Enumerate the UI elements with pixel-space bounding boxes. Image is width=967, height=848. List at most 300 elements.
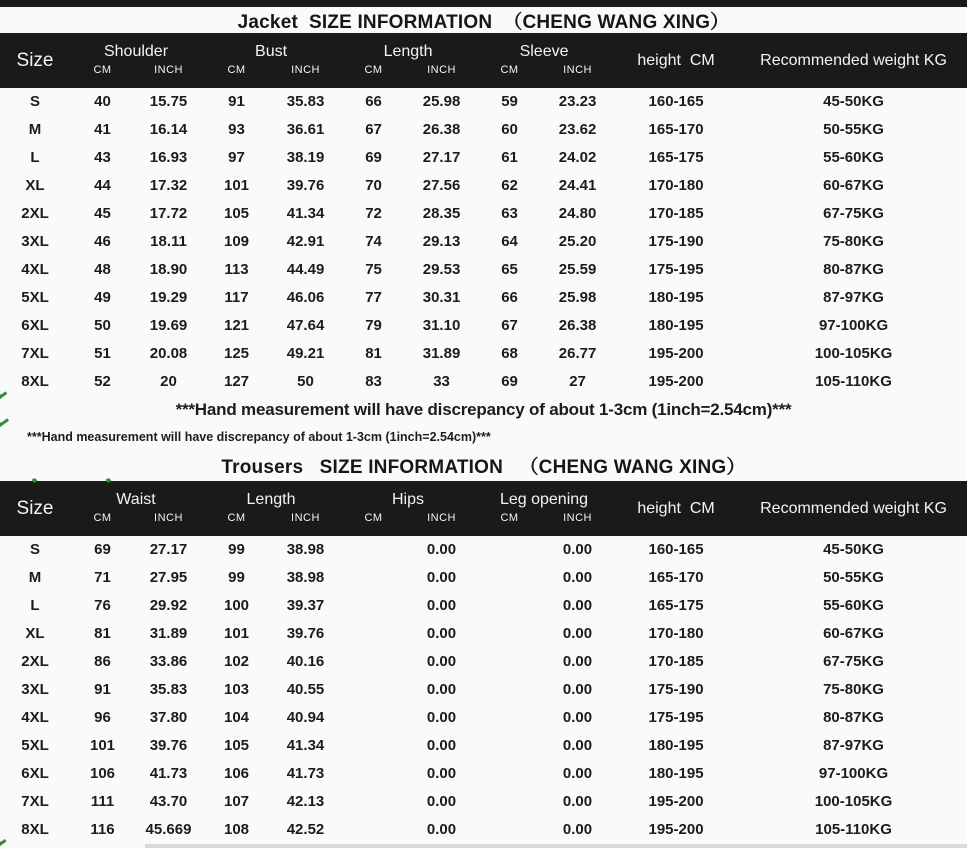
cm-cell: 105 xyxy=(223,737,250,754)
inch-cell: 41.73 xyxy=(286,765,325,782)
cm-cell xyxy=(476,788,543,816)
cm-cell xyxy=(340,564,407,592)
cm-cell: 69 xyxy=(501,373,518,390)
inch-cell: 0.00 xyxy=(426,765,457,782)
inch-cell: 24.80 xyxy=(558,205,597,222)
cm-cell: 40 xyxy=(94,93,111,110)
unit-header-cm: CM xyxy=(70,64,135,88)
cm-cell: 101 xyxy=(89,737,116,754)
inch-cell: 0.00 xyxy=(562,681,593,698)
cm-cell: 62 xyxy=(501,177,518,194)
cm-cell: 51 xyxy=(94,345,111,362)
height-cell: 170-185 xyxy=(648,653,704,670)
table-row xyxy=(0,340,967,368)
inch-cell: 25.20 xyxy=(558,233,597,250)
unit-header-cm: CM xyxy=(202,64,271,88)
inch-cell: 29.53 xyxy=(422,261,461,278)
cm-cell: 103 xyxy=(223,681,250,698)
height-cell: 195-200 xyxy=(648,793,704,810)
inch-cell: 17.32 xyxy=(149,177,188,194)
table-row xyxy=(0,88,967,116)
height-cell: 195-200 xyxy=(648,373,704,390)
cm-cell: 61 xyxy=(501,149,518,166)
cm-cell xyxy=(476,732,543,760)
inch-cell: 40.55 xyxy=(286,681,325,698)
table-row xyxy=(0,732,967,760)
weight-cell: 97-100KG xyxy=(818,765,889,782)
inch-cell: 38.98 xyxy=(286,541,325,558)
inch-cell: 0.00 xyxy=(426,625,457,642)
cm-cell: 66 xyxy=(365,93,382,110)
table-row xyxy=(0,200,967,228)
column-header-height: height CM xyxy=(612,481,740,536)
weight-cell: 45-50KG xyxy=(823,541,884,558)
size-cell: 6XL xyxy=(21,765,49,782)
size-cell: 8XL xyxy=(21,821,49,838)
inch-cell: 23.62 xyxy=(558,121,597,138)
table-row xyxy=(0,172,967,200)
inch-cell: 27.17 xyxy=(422,149,461,166)
unit-header-inch: INCH xyxy=(543,512,612,536)
cm-cell: 106 xyxy=(223,765,250,782)
cm-cell: 81 xyxy=(94,625,111,642)
cm-cell: 77 xyxy=(365,289,382,306)
inch-cell: 0.00 xyxy=(562,709,593,726)
measurement-note-primary: ***Hand measurement will have discrepancy of about 1-3cm (1inch=2.54cm)*** xyxy=(175,400,792,419)
cm-cell: 44 xyxy=(94,177,111,194)
size-cell: 4XL xyxy=(21,261,49,278)
cm-cell: 99 xyxy=(228,541,245,558)
cm-cell: 127 xyxy=(224,373,250,390)
cm-cell xyxy=(340,704,407,732)
table-row xyxy=(0,256,967,284)
inch-cell: 0.00 xyxy=(426,569,457,586)
table-row xyxy=(0,564,967,592)
weight-cell: 67-75KG xyxy=(823,653,884,670)
height-cell: 180-195 xyxy=(648,737,704,754)
jacket-table-body xyxy=(0,88,967,396)
inch-cell: 0.00 xyxy=(426,793,457,810)
cm-cell: 97 xyxy=(228,149,245,166)
height-cell: 175-195 xyxy=(648,261,704,278)
inch-cell: 20 xyxy=(160,373,177,390)
size-cell: M xyxy=(28,569,42,586)
watermark-artifact-icon xyxy=(108,479,112,483)
unit-header-cm: CM xyxy=(202,512,271,536)
table-row xyxy=(0,144,967,172)
inch-cell: 0.00 xyxy=(426,737,457,754)
inch-cell: 0.00 xyxy=(426,653,457,670)
size-cell: M xyxy=(28,121,42,138)
inch-cell: 38.19 xyxy=(286,149,325,166)
unit-header-cm: CM xyxy=(340,512,407,536)
column-header-length: Length xyxy=(340,33,476,64)
inch-cell: 42.52 xyxy=(286,821,325,838)
cm-cell: 67 xyxy=(365,121,382,138)
inch-cell: 41.34 xyxy=(286,737,325,754)
cm-cell: 74 xyxy=(365,233,382,250)
weight-cell: 55-60KG xyxy=(823,149,884,166)
cm-cell: 105 xyxy=(224,205,250,222)
inch-cell: 50 xyxy=(297,373,314,390)
column-header-height: height CM xyxy=(612,33,740,88)
inch-cell: 30.31 xyxy=(422,289,461,306)
weight-cell: 80-87KG xyxy=(823,709,884,726)
inch-cell: 23.23 xyxy=(558,93,597,110)
weight-cell: 105-110KG xyxy=(815,373,892,390)
cm-cell: 60 xyxy=(501,121,518,138)
inch-cell: 19.69 xyxy=(149,317,188,334)
cm-cell: 63 xyxy=(501,205,518,222)
unit-header-inch: INCH xyxy=(407,512,476,536)
table-row xyxy=(0,284,967,312)
unit-header-cm: CM xyxy=(476,512,543,536)
inch-cell: 27.56 xyxy=(422,177,461,194)
cm-cell: 93 xyxy=(228,121,245,138)
size-cell: 3XL xyxy=(21,681,49,698)
cm-cell: 71 xyxy=(94,569,111,586)
cm-cell: 72 xyxy=(365,205,382,222)
table-row xyxy=(0,620,967,648)
table-row xyxy=(0,788,967,816)
cm-cell xyxy=(476,592,543,620)
cm-cell: 108 xyxy=(223,821,250,838)
height-cell: 165-170 xyxy=(648,569,704,586)
column-header-weight: Recommended weight KG xyxy=(740,481,967,536)
inch-cell: 0.00 xyxy=(562,541,593,558)
cm-cell: 106 xyxy=(89,765,116,782)
inch-cell: 18.90 xyxy=(149,261,188,278)
table-row xyxy=(0,592,967,620)
inch-cell: 33 xyxy=(433,373,450,390)
size-cell: 7XL xyxy=(21,345,49,362)
cm-cell: 50 xyxy=(94,317,111,334)
cm-cell xyxy=(340,732,407,760)
cm-cell xyxy=(340,788,407,816)
size-cell: 8XL xyxy=(21,373,49,390)
table-row xyxy=(0,676,967,704)
cm-cell: 111 xyxy=(90,793,115,810)
inch-cell: 40.94 xyxy=(286,709,325,726)
inch-cell: 0.00 xyxy=(562,793,593,810)
size-cell: 6XL xyxy=(21,317,49,334)
weight-cell: 45-50KG xyxy=(823,93,884,110)
cm-cell: 65 xyxy=(501,261,518,278)
weight-cell: 55-60KG xyxy=(823,597,884,614)
weight-cell: 60-67KG xyxy=(823,177,884,194)
trousers-size-table xyxy=(0,481,967,844)
inch-cell: 25.98 xyxy=(558,289,597,306)
weight-cell: 105-110KG xyxy=(815,821,892,838)
cm-cell: 102 xyxy=(223,653,250,670)
watermark-artifact-icon xyxy=(0,418,11,427)
cm-cell: 75 xyxy=(365,261,382,278)
cm-cell: 117 xyxy=(224,289,249,306)
cm-cell: 81 xyxy=(365,345,382,362)
cm-cell: 109 xyxy=(224,233,250,250)
weight-cell: 100-105KG xyxy=(814,793,893,810)
inch-cell: 0.00 xyxy=(426,597,457,614)
column-header-length: Length xyxy=(202,481,340,512)
unit-header-inch: INCH xyxy=(407,64,476,88)
size-cell: 5XL xyxy=(21,737,49,754)
cm-cell: 48 xyxy=(94,261,111,278)
inch-cell: 17.72 xyxy=(149,205,188,222)
size-cell: 3XL xyxy=(21,233,49,250)
cm-cell xyxy=(340,816,407,844)
cm-cell: 83 xyxy=(365,373,382,390)
inch-cell: 31.10 xyxy=(422,317,461,334)
height-cell: 175-190 xyxy=(648,681,704,698)
size-cell: S xyxy=(29,93,40,110)
measurement-note-secondary: ***Hand measurement will have discrepancy of about 1-3cm (1inch=2.54cm)*** xyxy=(27,430,491,444)
height-cell: 180-195 xyxy=(648,317,704,334)
height-cell: 165-170 xyxy=(648,121,704,138)
height-cell: 180-195 xyxy=(648,765,704,782)
inch-cell: 24.41 xyxy=(558,177,597,194)
inch-cell: 29.13 xyxy=(422,233,461,250)
inch-cell: 0.00 xyxy=(562,737,593,754)
inch-cell: 24.02 xyxy=(558,149,597,166)
unit-header-inch: INCH xyxy=(543,64,612,88)
weight-cell: 100-105KG xyxy=(814,345,893,362)
size-cell: 2XL xyxy=(21,653,49,670)
table-row xyxy=(0,368,967,396)
column-header-hips: Hips xyxy=(340,481,476,512)
cm-cell xyxy=(340,592,407,620)
height-cell: 160-165 xyxy=(648,93,704,110)
bottom-gray-bar xyxy=(145,844,967,848)
cm-cell: 99 xyxy=(228,569,245,586)
inch-cell: 38.98 xyxy=(286,569,325,586)
inch-cell: 25.98 xyxy=(422,93,461,110)
inch-cell: 0.00 xyxy=(562,653,593,670)
cm-cell: 100 xyxy=(223,597,250,614)
inch-cell: 41.73 xyxy=(149,765,188,782)
inch-cell: 44.49 xyxy=(286,261,325,278)
inch-cell: 39.76 xyxy=(286,625,325,642)
size-cell: L xyxy=(30,597,40,614)
inch-cell: 26.77 xyxy=(558,345,597,362)
cm-cell: 76 xyxy=(94,597,111,614)
cm-cell: 49 xyxy=(94,289,111,306)
watermark-artifact-icon xyxy=(34,479,38,483)
cm-cell xyxy=(476,676,543,704)
weight-cell: 50-55KG xyxy=(823,569,884,586)
cm-cell: 79 xyxy=(365,317,382,334)
unit-header-cm: CM xyxy=(340,64,407,88)
column-header-size: Size xyxy=(0,481,70,536)
watermark-artifact-icon xyxy=(0,840,8,846)
inch-cell: 19.29 xyxy=(149,289,188,306)
inch-cell: 41.34 xyxy=(286,205,325,222)
cm-cell: 64 xyxy=(501,233,518,250)
inch-cell: 28.35 xyxy=(422,205,461,222)
inch-cell: 46.06 xyxy=(286,289,325,306)
cm-cell: 101 xyxy=(224,177,250,194)
inch-cell: 27 xyxy=(569,373,586,390)
inch-cell: 26.38 xyxy=(558,317,597,334)
inch-cell: 35.83 xyxy=(149,681,188,698)
cm-cell: 107 xyxy=(223,793,250,810)
unit-header-inch: INCH xyxy=(135,512,202,536)
height-cell: 195-200 xyxy=(648,821,704,838)
cm-cell: 113 xyxy=(224,261,249,278)
jacket-table-title: Jacket SIZE INFORMATION （CHENG WANG XING） xyxy=(237,11,730,33)
inch-cell: 20.08 xyxy=(149,345,188,362)
size-cell: 4XL xyxy=(21,709,49,726)
weight-cell: 60-67KG xyxy=(823,625,884,642)
height-cell: 175-190 xyxy=(648,233,704,250)
inch-cell: 39.76 xyxy=(286,177,325,194)
inch-cell: 0.00 xyxy=(426,541,457,558)
cm-cell xyxy=(340,648,407,676)
height-cell: 195-200 xyxy=(648,345,704,362)
inch-cell: 40.16 xyxy=(286,653,325,670)
cm-cell: 66 xyxy=(501,289,518,306)
cm-cell: 69 xyxy=(365,149,382,166)
size-cell: XL xyxy=(25,625,45,642)
inch-cell: 0.00 xyxy=(562,597,593,614)
cm-cell xyxy=(476,620,543,648)
size-cell: L xyxy=(30,149,40,166)
cm-cell xyxy=(476,816,543,844)
inch-cell: 0.00 xyxy=(426,709,457,726)
weight-cell: 80-87KG xyxy=(823,261,884,278)
unit-header-inch: INCH xyxy=(135,64,202,88)
size-cell: S xyxy=(29,541,40,558)
column-header-sleeve: Sleeve xyxy=(476,33,612,64)
column-header-bust: Bust xyxy=(202,33,340,64)
trousers-table-title: Trousers SIZE INFORMATION （CHENG WANG XING） xyxy=(221,457,746,478)
height-cell: 170-180 xyxy=(648,625,704,642)
inch-cell: 0.00 xyxy=(562,569,593,586)
height-cell: 160-165 xyxy=(648,541,704,558)
cm-cell xyxy=(476,648,543,676)
inch-cell: 25.59 xyxy=(558,261,597,278)
column-header-size: Size xyxy=(0,33,70,88)
cm-cell: 101 xyxy=(223,625,250,642)
cm-cell xyxy=(476,704,543,732)
trousers-table-body xyxy=(0,536,967,844)
cm-cell xyxy=(476,536,543,564)
inch-cell: 15.75 xyxy=(149,93,188,110)
height-cell: 165-175 xyxy=(648,597,704,614)
height-cell: 170-185 xyxy=(648,205,704,222)
cm-cell: 104 xyxy=(223,709,250,726)
cm-cell: 121 xyxy=(224,317,250,334)
inch-cell: 39.76 xyxy=(149,737,188,754)
inch-cell: 29.92 xyxy=(149,597,188,614)
cm-cell xyxy=(476,564,543,592)
inch-cell: 36.61 xyxy=(286,121,325,138)
height-cell: 165-175 xyxy=(648,149,704,166)
cm-cell: 46 xyxy=(94,233,111,250)
column-header-weight: Recommended weight KG xyxy=(740,33,967,88)
cm-cell: 67 xyxy=(501,317,518,334)
inch-cell: 0.00 xyxy=(426,681,457,698)
size-cell: 2XL xyxy=(21,205,49,222)
cm-cell: 91 xyxy=(94,681,111,698)
cm-cell: 41 xyxy=(94,121,111,138)
height-cell: 180-195 xyxy=(648,289,704,306)
unit-header-cm: CM xyxy=(70,512,135,536)
cm-cell: 52 xyxy=(94,373,111,390)
cm-cell xyxy=(340,620,407,648)
table-row xyxy=(0,228,967,256)
size-cell: 5XL xyxy=(21,289,49,306)
inch-cell: 16.14 xyxy=(149,121,188,138)
weight-cell: 75-80KG xyxy=(823,233,884,250)
cm-cell: 125 xyxy=(224,345,250,362)
table-row xyxy=(0,536,967,564)
inch-cell: 16.93 xyxy=(149,149,188,166)
watermark-artifact-icon xyxy=(0,392,9,399)
inch-cell: 31.89 xyxy=(149,625,188,642)
inch-cell: 26.38 xyxy=(422,121,461,138)
cm-cell xyxy=(340,676,407,704)
cm-cell xyxy=(340,760,407,788)
unit-header-inch: INCH xyxy=(271,512,340,536)
size-cell: 7XL xyxy=(21,793,49,810)
cm-cell: 86 xyxy=(94,653,111,670)
inch-cell: 0.00 xyxy=(562,821,593,838)
weight-cell: 67-75KG xyxy=(823,205,884,222)
inch-cell: 18.11 xyxy=(150,233,187,250)
cm-cell: 45 xyxy=(94,205,111,222)
weight-cell: 75-80KG xyxy=(823,681,884,698)
trousers-table-header xyxy=(0,481,967,536)
table-row xyxy=(0,816,967,844)
cm-cell: 59 xyxy=(501,93,518,110)
cm-cell: 69 xyxy=(94,541,111,558)
height-cell: 175-195 xyxy=(648,709,704,726)
cm-cell: 43 xyxy=(94,149,111,166)
inch-cell: 47.64 xyxy=(286,317,325,334)
cm-cell: 96 xyxy=(94,709,111,726)
weight-cell: 87-97KG xyxy=(823,289,884,306)
size-cell: XL xyxy=(25,177,45,194)
cm-cell: 91 xyxy=(228,93,245,110)
jacket-table-header xyxy=(0,33,967,88)
table-row xyxy=(0,312,967,340)
table-row xyxy=(0,648,967,676)
cm-cell xyxy=(340,536,407,564)
weight-cell: 50-55KG xyxy=(823,121,884,138)
inch-cell: 37.80 xyxy=(149,709,188,726)
jacket-size-table xyxy=(0,33,967,396)
inch-cell: 42.13 xyxy=(286,793,325,810)
table-row xyxy=(0,704,967,732)
inch-cell: 33.86 xyxy=(149,653,188,670)
cm-cell: 70 xyxy=(365,177,382,194)
unit-header-cm: CM xyxy=(476,64,543,88)
inch-cell: 43.70 xyxy=(149,793,188,810)
inch-cell: 0.00 xyxy=(562,765,593,782)
weight-cell: 97-100KG xyxy=(818,317,889,334)
cm-cell: 116 xyxy=(90,821,115,838)
weight-cell: 87-97KG xyxy=(823,737,884,754)
table-row xyxy=(0,760,967,788)
unit-header-inch: INCH xyxy=(271,64,340,88)
inch-cell: 27.95 xyxy=(149,569,188,586)
inch-cell: 31.89 xyxy=(422,345,461,362)
inch-cell: 0.00 xyxy=(562,625,593,642)
inch-cell: 27.17 xyxy=(149,541,188,558)
inch-cell: 42.91 xyxy=(286,233,325,250)
inch-cell: 45.669 xyxy=(145,821,192,838)
column-header-shoulder: Shoulder xyxy=(70,33,202,64)
